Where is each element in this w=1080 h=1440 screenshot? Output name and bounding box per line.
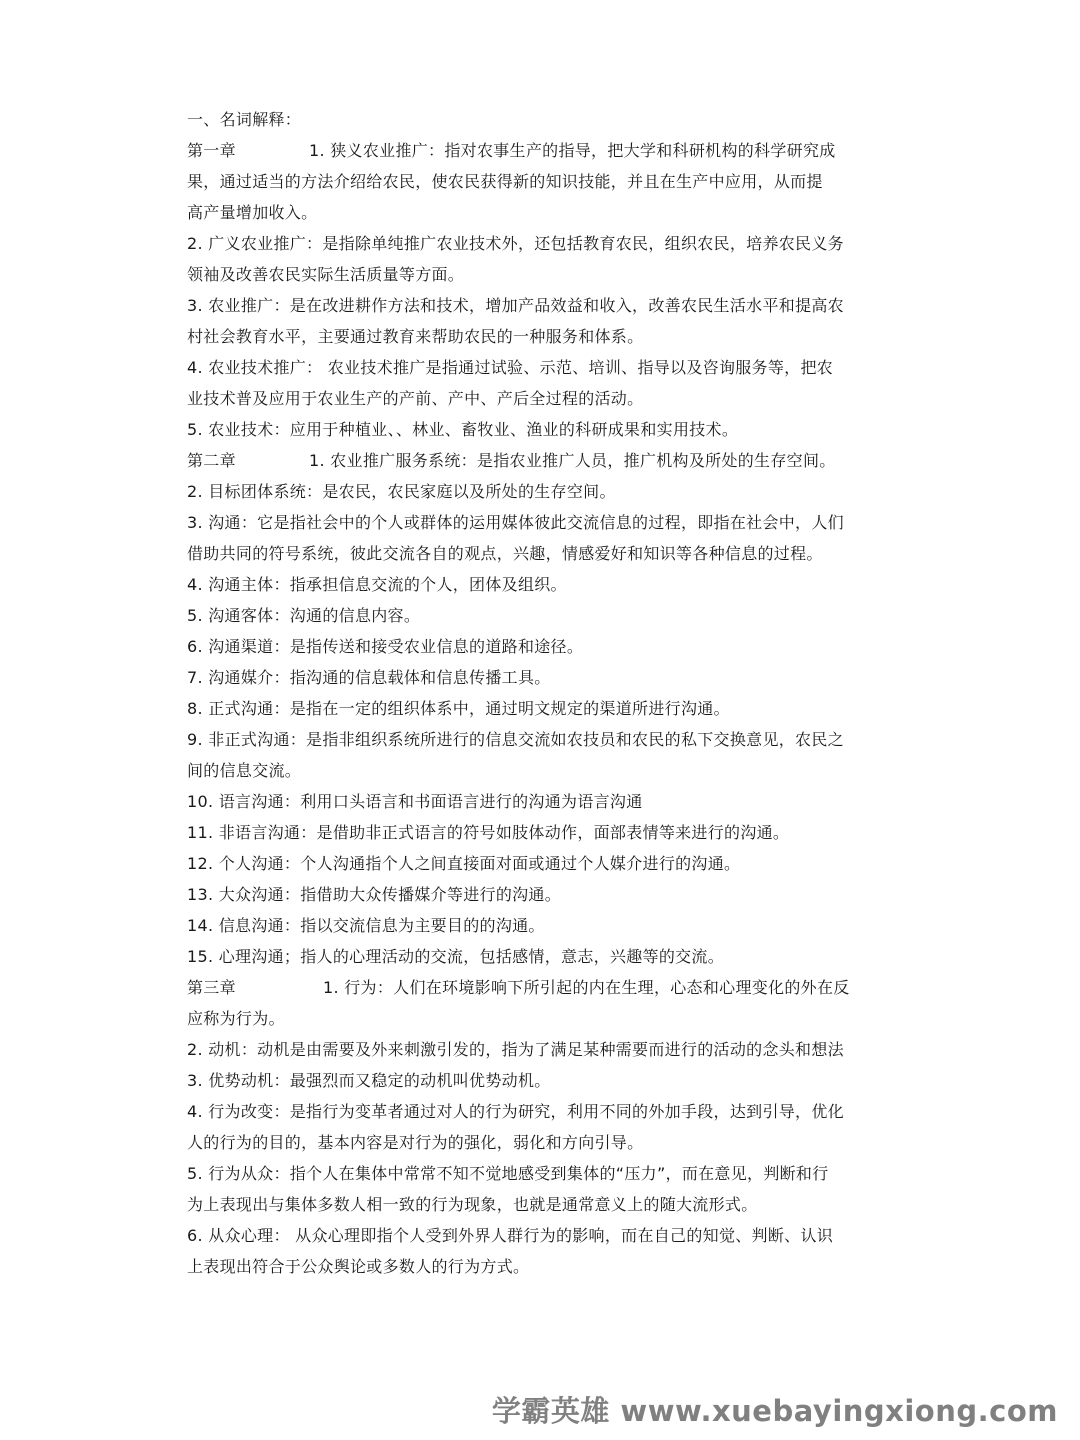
text-line	[187, 507, 899, 538]
text-line	[187, 1189, 899, 1220]
line-text: 5. 农业技术：应用于种植业、、林业、畜牧业、渔业的科研成果和实用技术。	[187, 420, 739, 439]
line-text: 8. 正式沟通：是指在一定的组织体系中，通过明文规定的渠道所进行沟通。	[187, 699, 730, 718]
line-text: 间的信息交流。	[187, 761, 302, 780]
line-text: 4. 行为改变：是指行为变革者通过对人的行为研究，利用不同的外加手段，达到引导，优化	[187, 1102, 844, 1121]
line-text: 6. 从众心理： 从众心理即指个人受到外界人群行为的影响，而在自己的知觉、判断、认识	[187, 1226, 834, 1245]
chapter-label: 第二章	[187, 451, 236, 470]
line-text: 高产量增加收入。	[187, 203, 318, 222]
line-text: 村社会教育水平，主要通过教育来帮助农民的一种服务和体系。	[187, 327, 644, 346]
line-text: 9. 非正式沟通：是指非组织系统所进行的信息交流如农技员和农民的私下交换意见，农民之	[187, 730, 844, 749]
document-body	[187, 104, 899, 1282]
line-text: 2. 动机：动机是由需要及外来刺激引发的，指为了满足某种需要而进行的活动的念头和想法	[187, 1040, 844, 1059]
line-text: 借助共同的符号系统，彼此交流各自的观点，兴趣，情感爱好和知识等各种信息的过程。	[187, 544, 823, 563]
line-text: 1. 狭义农业推广：指对农事生产的指导，把大学和科研机构的科学研究成	[309, 141, 836, 160]
text-line	[187, 569, 899, 600]
text-line	[187, 972, 899, 1003]
text-line	[187, 1127, 899, 1158]
text-line	[187, 352, 899, 383]
line-text: 上表现出符合于公众舆论或多数人的行为方式。	[187, 1257, 530, 1276]
line-text: 为上表现出与集体多数人相一致的行为现象，也就是通常意义上的随大流形式。	[187, 1195, 758, 1214]
section-heading: 一、名词解释：	[187, 110, 302, 129]
text-line	[187, 1158, 899, 1189]
line-text: 10. 语言沟通：利用口头语言和书面语言进行的沟通为语言沟通	[187, 792, 643, 811]
text-line	[187, 290, 899, 321]
line-text: 3. 农业推广：是在改进耕作方法和技术，增加产品效益和收入，改善农民生活水平和提高农	[187, 296, 844, 315]
text-line	[187, 383, 899, 414]
text-line	[187, 1065, 899, 1096]
document-lines	[187, 135, 899, 1282]
text-line	[187, 817, 899, 848]
text-line	[187, 1003, 899, 1034]
text-line	[187, 538, 899, 569]
line-text: 4. 沟通主体：指承担信息交流的个人，团体及组织。	[187, 575, 567, 594]
line-text: 1. 行为：人们在环境影响下所引起的内在生理，心态和心理变化的外在反	[323, 978, 850, 997]
text-line	[187, 693, 899, 724]
text-line	[187, 910, 899, 941]
text-line	[187, 166, 899, 197]
line-text: 1. 农业推广服务系统：是指农业推广人员，推广机构及所处的生存空间。	[309, 451, 836, 470]
line-text: 13. 大众沟通：指借助大众传播媒介等进行的沟通。	[187, 885, 562, 904]
chapter-label: 第一章	[187, 141, 236, 160]
text-line	[187, 228, 899, 259]
line-text: 15. 心理沟通；指人的心理活动的交流，包括感情，意志，兴趣等的交流。	[187, 947, 725, 966]
line-text: 7. 沟通媒介：指沟通的信息载体和信息传播工具。	[187, 668, 551, 687]
text-line	[187, 1251, 899, 1282]
line-text: 2. 目标团体系统：是农民，农民家庭以及所处的生存空间。	[187, 482, 616, 501]
line-text: 3. 沟通：它是指社会中的个人或群体的运用媒体彼此交流信息的过程，即指在社会中，人们	[187, 513, 844, 532]
line-text: 业技术普及应用于农业生产的产前、产中、产后全过程的活动。	[187, 389, 644, 408]
text-line	[187, 786, 899, 817]
text-line	[187, 879, 899, 910]
text-line	[187, 414, 899, 445]
line-text: 5. 沟通客体：沟通的信息内容。	[187, 606, 421, 625]
line-text: 果，通过适当的方法介绍给农民，使农民获得新的知识技能，并且在生产中应用，从而提	[187, 172, 823, 191]
line-text: 领袖及改善农民实际生活质量等方面。	[187, 265, 465, 284]
chapter-label: 第三章	[187, 978, 236, 997]
text-line	[187, 445, 899, 476]
line-text: 14. 信息沟通：指以交流信息为主要目的的沟通。	[187, 916, 545, 935]
text-line	[187, 1096, 899, 1127]
text-line	[187, 631, 899, 662]
text-line	[187, 755, 899, 786]
text-line	[187, 1220, 899, 1251]
line-text: 人的行为的目的，基本内容是对行为的强化，弱化和方向引导。	[187, 1133, 644, 1152]
line-text: 5. 行为从众：指个人在集体中常常不知不觉地感受到集体的“压力”，而在意见，判断和行	[187, 1164, 829, 1183]
text-line	[187, 662, 899, 693]
line-text: 4. 农业技术推广： 农业技术推广是指通过试验、示范、培训、指导以及咨询服务等，把农	[187, 358, 834, 377]
line-text: 6. 沟通渠道：是指传送和接受农业信息的道路和途径。	[187, 637, 584, 656]
line-text: 12. 个人沟通：个人沟通指个人之间直接面对面或通过个人媒介进行的沟通。	[187, 854, 741, 873]
line-text: 11. 非语言沟通：是借助非正式语言的符号如肢体动作，面部表情等来进行的沟通。	[187, 823, 790, 842]
text-line	[187, 941, 899, 972]
text-line	[187, 135, 899, 166]
line-text: 应称为行为。	[187, 1009, 285, 1028]
text-line	[187, 321, 899, 352]
text-line	[187, 197, 899, 228]
line-text: 3. 优势动机：最强烈而又稳定的动机叫优势动机。	[187, 1071, 551, 1090]
text-line	[187, 476, 899, 507]
watermark: 学霸英雄 www.xuebayingxiong.com	[491, 1394, 1058, 1428]
text-line	[187, 724, 899, 755]
text-line	[187, 600, 899, 631]
text-line	[187, 848, 899, 879]
text-line	[187, 259, 899, 290]
text-line	[187, 1034, 899, 1065]
line-text: 2. 广义农业推广：是指除单纯推广农业技术外，还包括教育农民，组织农民，培养农民义务	[187, 234, 844, 253]
